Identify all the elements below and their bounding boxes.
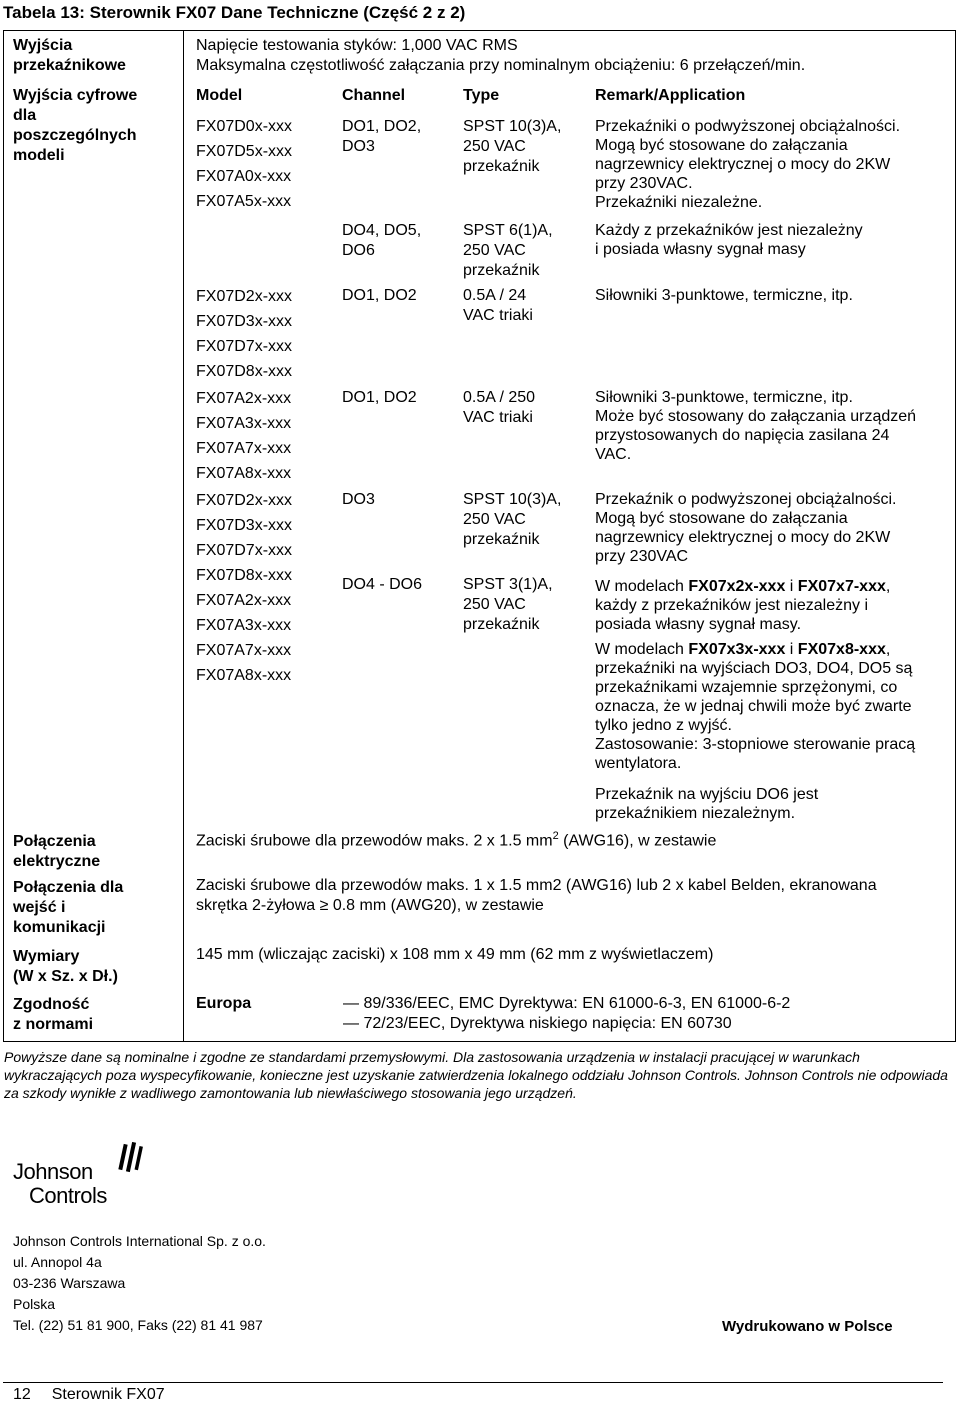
row3-channel: DO1, DO2 [342,389,417,406]
page-number: 12 [13,1386,31,1403]
row2-type: 0.5A / 24 VAC triaki [463,287,533,324]
row2-remark: Siłowniki 3-punktowe, termiczne, itp. [595,287,853,304]
row1-models: FX07D0x-xxx FX07D5x-xxx FX07A0x-xxx FX07A5x-xxx [196,118,293,210]
row1-type-b: SPST 6(1)A, 250 VAC przekaźnik [463,222,553,279]
relay-info: Napięcie testowania styków: 1,000 VAC RMS Maksymalna częstotliwość załączania przy nominalnym obciążeniu: 6 przełączeń/min. [196,37,806,74]
row3-models: FX07A2x-xxx FX07A3x-xxx FX07A7x-xxx FX07A8x-xxx [196,390,292,482]
row2-models: FX07D2x-xxx FX07D3x-xxx FX07D7x-xxx FX07D8x-xxx [196,288,293,380]
row3-type: 0.5A / 250 VAC triaki [463,389,536,426]
label-digital-outputs: Wyjścia cyfrowe dla poszczególnych modeli [13,87,138,164]
row4-remark-a: Przekaźnik o podwyższonej obciążalności. Mogą być stosowane do załączania nagrzewnicy elektrycznej o mocy do 2KW przy 230VAC [595,491,897,565]
row3-remark: Siłowniki 3-punktowe, termiczne, itp. Może być stosowany do załączania urządzeń przystosowanych do napięcia zasilana 24 VAC. [595,389,917,463]
printed-in: Wydrukowano w Polsce [722,1318,893,1335]
disclaimer-notice: Powyższe dane są nominalne i zgodne ze standardami przemysłowymi. Dla zastosowania urządzenia w instalacji pracującej w warunkach wykraczających poza wyspecyfikowanie, konieczne jest uzyskanie zatwierdzenia lokalnego oddziału Johnson Controls. Johnson Controls nie odpowiada za szkody wynikłe z wadliwego zamontowania lub niewłaściwego stosowania jego urządzeń. [4,1049,948,1101]
row4-remark-d: Przekaźnik na wyjściu DO6 jest przekaźnikiem niezależnym. [595,786,819,822]
row4-type-b: SPST 3(1)A, 250 VAC przekaźnik [463,576,553,633]
label-compliance: Zgodność z normami [13,996,94,1033]
page-footer [13,1386,165,1404]
johnson-controls-logo [13,1142,143,1214]
electrical-connections-value: Zaciski śrubowe dla przewodów maks. 2 x 1.5 $mm^2$ (AWG16), w zestawie [196,830,717,850]
row4-remark-c: W modelach FX07x3x-xxx i FX07x8-xxx, przekaźniki na wyjściach DO3, DO4, DO5 są przekaźnikami wzajemnie sprzężonymi, co oznacza, że w jednaj chwili może być zwarte tylko jedno z wyjść. Zastosowanie: 3-stopniowe sterowanie pracą wentylatora. [595,641,916,772]
label-electrical-connections: Połączenia elektryczne [13,833,101,870]
row4-models: FX07D2x-xxx FX07D3x-xxx FX07D7x-xxx FX07D8x-xxx FX07A2x-xxx FX07A3x-xxx FX07A7x-xxx FX07A8x-xxx [196,492,293,684]
label-io-connections: Połączenia dla wejść i komunikacji [13,879,124,936]
compliance-standards: — 89/336/EEC, EMC Dyrektywa: EN 61000-6-3, EN 61000-6-2 — 72/23/EEC, Dyrektywa niskiego napięcia: EN 60730 [343,995,791,1032]
table-title: Tabela 13: Sterownik FX07 Dane Techniczne (Część 2 z 2) [3,3,466,22]
label-relay-outputs: Wyjścia przekaźnikowe [13,37,126,74]
logo-text: Johnson Controls [13,1159,107,1208]
spec-table-divider [183,30,184,1042]
header-channel: Channel [342,87,406,104]
row1-channel-a: DO1, DO2, DO3 [342,118,422,155]
row1-type-a: SPST 10(3)A, 250 VAC przekaźnik [463,118,562,175]
row1-channel-b: DO4, DO5, DO6 [342,222,422,259]
header-type: Type [463,87,500,104]
company-address: Johnson Controls International Sp. z o.o. ul. Annopol 4a 03-236 Warszawa Polska Tel. (22) 51 81 900, Faks (22) 81 41 987 [13,1233,266,1333]
product-name: Sterownik FX07 [51,1386,165,1403]
row4-channel-a: DO3 [342,491,375,508]
row1-remark-b: Każdy z przekaźników jest niezależny i posiada własny sygnał masy [595,222,863,258]
row2-channel: DO1, DO2 [342,287,417,304]
header-remark: Remark/Application [595,87,746,104]
row4-channel-b: DO4 - DO6 [342,576,423,593]
compliance-region: Europa [196,995,252,1012]
label-dimensions: Wymiary (W x Sz. x Dł.) [13,948,118,985]
footer-rule [3,1382,943,1383]
row4-type-a: SPST 10(3)A, 250 VAC przekaźnik [463,491,562,548]
dimensions-value: 145 mm (wliczając zaciski) x 108 mm x 49 mm (62 mm z wyświetlaczem) [196,946,714,963]
row4-remark-b: W modelach FX07x2x-xxx i FX07x7-xxx, każdy z przekaźników jest niezależny i posiada własny sygnał masy. [595,578,891,633]
header-model: Model [196,87,243,104]
row1-remark-a: Przekaźniki o podwyższonej obciążalności. Mogą być stosowane do załączania nagrzewnicy elektrycznej o mocy do 2KW przy 230VAC. Przekaźniki niezależne. [595,118,901,211]
io-connections-value: Zaciski śrubowe dla przewodów maks. 1 x 1.5 mm2 (AWG16) lub 2 x kabel Belden, ekranowana skrętka 2-żyłowa ≥ 0.8 mm (AWG20), w zestawie [196,877,877,914]
